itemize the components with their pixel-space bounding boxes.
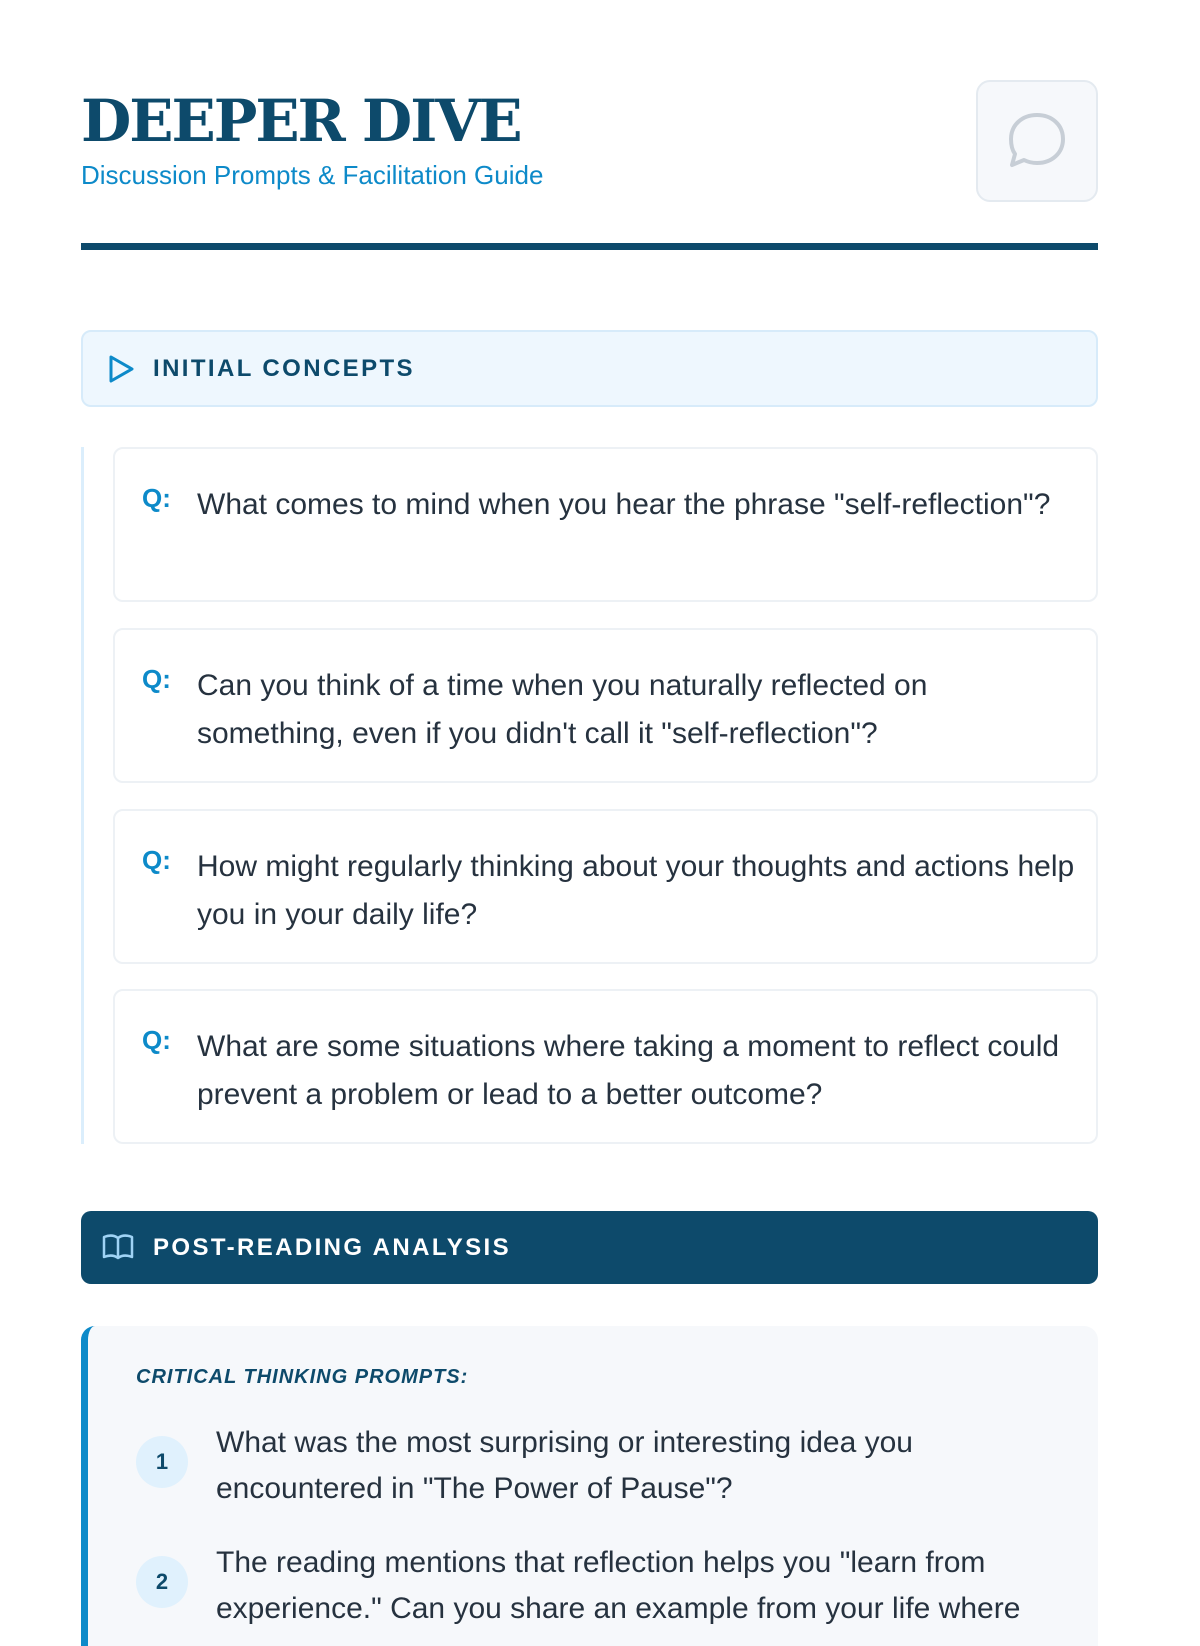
page-title: DEEPER DIVE <box>81 87 521 155</box>
question-text: What comes to mind when you hear the phrase "self-reflection"? <box>197 488 1051 521</box>
question-text: How might regularly thinking about your thoughts and actions help you in your daily life? <box>197 850 1075 931</box>
play-icon <box>105 354 135 384</box>
question-text: What are some situations where taking a moment to reflect could prevent a problem or lead to a better outcome? <box>197 1030 1060 1111</box>
question-card <box>113 628 1098 783</box>
question-label: Q: <box>142 1025 171 1055</box>
critical-thinking-panel <box>81 1326 1098 1646</box>
prompt-number: 2 <box>136 1556 188 1608</box>
critical-thinking-label: CRITICAL THINKING PROMPTS: <box>136 1366 469 1388</box>
question-label: Q: <box>142 845 171 875</box>
question-list <box>81 447 1098 1144</box>
open-book-icon <box>101 1233 135 1263</box>
question-card <box>113 989 1098 1144</box>
question-card <box>113 809 1098 964</box>
question-label: Q: <box>142 483 171 513</box>
question-card <box>113 447 1098 602</box>
post-reading-header[interactable] <box>81 1211 1098 1284</box>
prompt-number: 1 <box>136 1436 188 1488</box>
prompt-text: The reading mentions that reflection helps you "learn from experience." Can you share an example from your life where <box>216 1546 1021 1625</box>
question-text: Can you think of a time when you naturally reflected on something, even if you didn't call it "self-reflection"? <box>197 669 928 750</box>
prompt-text: What was the most surprising or interesting idea you encountered in "The Power of Pause"? <box>216 1426 913 1505</box>
initial-concepts-header[interactable] <box>81 330 1098 407</box>
question-label: Q: <box>142 664 171 694</box>
post-reading-title: POST-READING ANALYSIS <box>153 1233 512 1261</box>
initial-concepts-title: INITIAL CONCEPTS <box>153 354 415 382</box>
page-subtitle: Discussion Prompts & Facilitation Guide <box>81 160 544 190</box>
page-header <box>81 0 1098 250</box>
speech-bubble-icon <box>1005 109 1069 173</box>
discussion-badge <box>976 80 1098 202</box>
